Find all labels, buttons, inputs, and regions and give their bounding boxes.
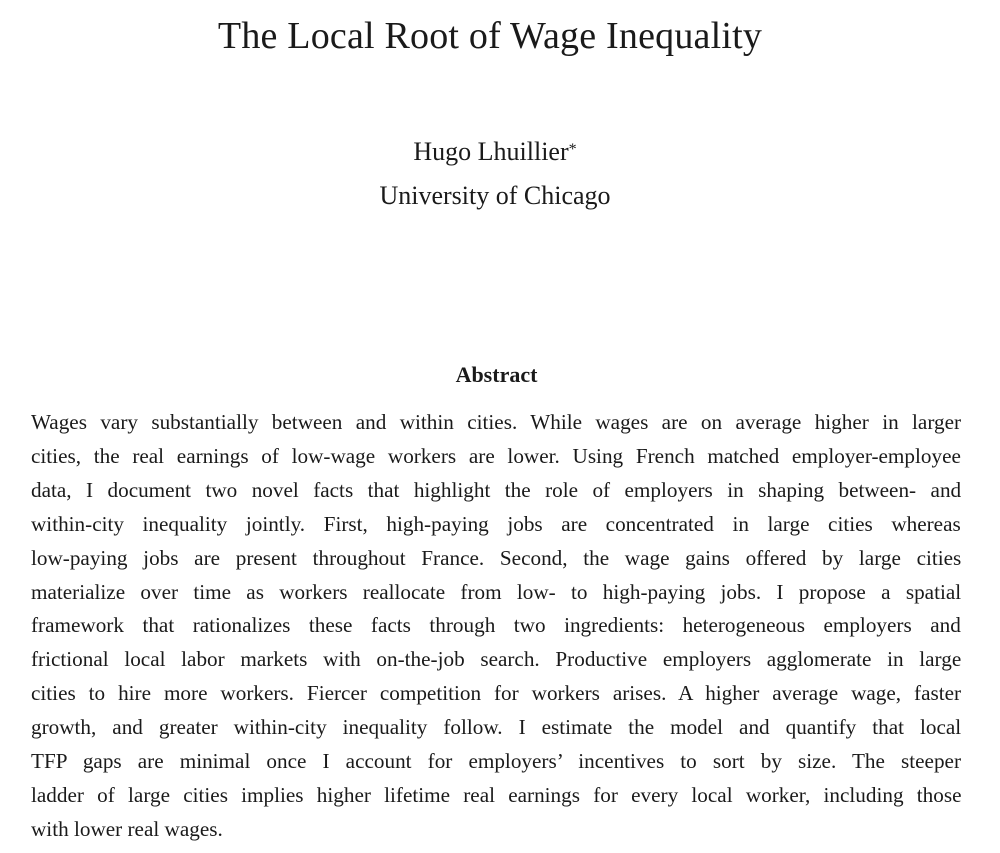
author-name xyxy=(0,130,990,174)
abstract-line: data, I document two novel facts that highlight the role of employers in shaping between- and xyxy=(31,477,962,502)
abstract-line: framework that rationalizes these facts through two ingredients: heterogeneous employers and xyxy=(31,613,961,638)
abstract-line: cities to hire more workers. Fiercer competition for workers arises. A higher average wage, faster xyxy=(31,681,962,706)
paper-title: The Local Root of Wage Inequality xyxy=(217,15,763,57)
abstract-line: frictional local labor markets with on-the-job search. Productive employers agglomerate in large xyxy=(31,647,962,672)
abstract-line: within-city inequality jointly. First, high-paying jobs are concentrated in large cities whereas xyxy=(31,511,961,536)
abstract-line: materialize over time as workers reallocate from low- to high-paying jobs. I propose a spatial xyxy=(31,579,962,604)
abstract-heading: Abstract xyxy=(455,362,538,387)
abstract-body xyxy=(31,406,961,847)
abstract-line: cities, the real earnings of low-wage workers are lower. Using French matched employer-employee xyxy=(31,443,961,468)
author-block xyxy=(0,130,990,218)
abstract-line: TFP gaps are minimal once I account for employers’ incentives to sort by size. The steeper xyxy=(31,749,962,774)
author-name-text: Hugo Lhuillier xyxy=(413,137,569,166)
abstract-line: growth, and greater within-city inequality follow. I estimate the model and quantify that local xyxy=(31,715,962,740)
abstract-line: with lower real wages. xyxy=(31,816,223,841)
abstract-line: ladder of large cities implies higher lifetime real earnings for every local worker, including those xyxy=(31,782,962,807)
abstract-line: Wages vary substantially between and within cities. While wages are on average higher in larger xyxy=(31,410,962,434)
author-footnote-mark[interactable]: * xyxy=(568,141,577,158)
abstract-line: low-paying jobs are present throughout France. Second, the wage gains offered by large cities xyxy=(31,545,962,570)
author-affiliation: University of Chicago xyxy=(379,181,611,210)
